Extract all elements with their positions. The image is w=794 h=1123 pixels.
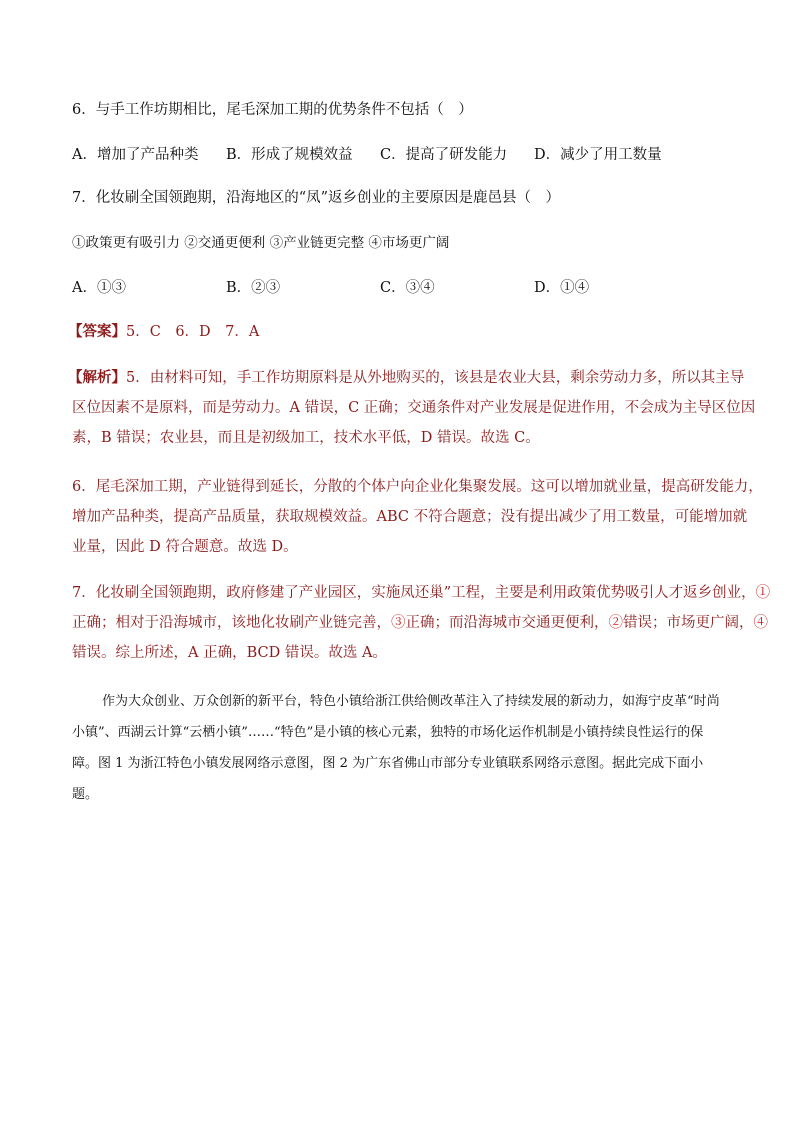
analysis-paragraph-7 — [72, 578, 771, 668]
question-7-option-d: D．①④ — [534, 280, 590, 296]
analysis-paragraph-5 — [68, 363, 756, 453]
analysis-6-line-1: 6．尾毛深加工期，产业链得到延长，分散的个体户向企业化集聚发展。这可以增加就业量，提高研发能力， — [72, 479, 763, 495]
analysis-7-marker-4: ④ — [753, 615, 768, 631]
analysis-6-line-3: 业量，因此 D 符合题意。故选 D。 — [72, 539, 298, 555]
question-7-stem: 7．化妆刷全国领跑期，沿海地区的“凤”返乡创业的主要原因是鹿邑县（ ） — [72, 190, 561, 206]
analysis-7-line-2c: 正确；而沿海城市交通更便利， — [405, 615, 609, 631]
question-6-option-c: C．提高了研发能力 — [380, 147, 508, 163]
analysis-paragraph-6 — [72, 472, 763, 562]
analysis-7-line-1: 7．化妆刷全国领跑期，政府修建了产业园区，实施凤还巢”工程，主要是利用政策优势吸引人才返乡创业， — [72, 585, 756, 601]
question-7-option-a: A．①③ — [72, 280, 126, 296]
question-7-choices: ①政策更有吸引力 ②交通更便利 ③产业链更完整 ④市场更广阔 — [72, 235, 450, 251]
analysis-7-marker-1: ① — [755, 585, 771, 601]
analysis-7-line-2e: 错误；市场更广阔， — [623, 615, 754, 631]
analysis-7-line-2a: 正确；相对于沿海城市，该地化妆刷产业链完善， — [72, 615, 391, 631]
question-6-option-b: B．形成了规模效益 — [226, 147, 353, 163]
answer-text: 5．C 6．D 7．A — [126, 324, 260, 340]
question-7-option-b: B．②③ — [226, 280, 281, 296]
answer-line — [68, 322, 259, 342]
analysis-5-line-3: 素，B 错误；农业县，而且是初级加工，技术水平低，D 错误。故选 C。 — [72, 430, 540, 446]
analysis-6-line-2: 增加产品种类，提高产品质量，获取规模效益。ABC 不符合题意；没有提出减少了用工数量，可能增加就 — [72, 509, 748, 525]
analysis-7-line-3: 错误。综上所述，A 正确，BCD 错误。故选 A。 — [72, 645, 387, 661]
analysis-7-marker-2: ② — [608, 615, 623, 631]
intro-paragraph: 作为大众创业、万众创新的新平台，特色小镇给浙江供给侧改革注入了持续发展的新动力，如海宁皮革“时尚小镇”、西湖云计算“云栖小镇”……“特色”是小镇的核心元素，独特的市场化运作机制是小镇持续良性运行的保障。图 1 为浙江特色小镇发展网络示意图，图 2 为广东省佛山市部分专业镇联系网络示意图。据此完成下面小题。 — [72, 694, 720, 802]
question-6-stem: 6．与手工作坊期相比，尾毛深加工期的优势条件不包括（ ） — [72, 102, 473, 118]
question-7-option-c: C．③④ — [380, 280, 435, 296]
analysis-label: 【解析】 — [68, 369, 126, 386]
analysis-5-line-2: 区位因素不是原料，而是劳动力。A 错误，C 正确；交通条件对产业发展是促进作用，不会成为主导区位因 — [72, 400, 756, 416]
answer-label: 【答案】 — [68, 323, 126, 340]
analysis-7-marker-3: ③ — [391, 615, 406, 631]
question-6-option-a: A．增加了产品种类 — [72, 147, 199, 163]
question-6-option-d: D．减少了用工数量 — [534, 147, 662, 163]
analysis-5-line-1: 5．由材料可知，手工作坊期原料是从外地购买的，该县是农业大县，剩余劳动力多，所以其主导 — [126, 370, 745, 386]
